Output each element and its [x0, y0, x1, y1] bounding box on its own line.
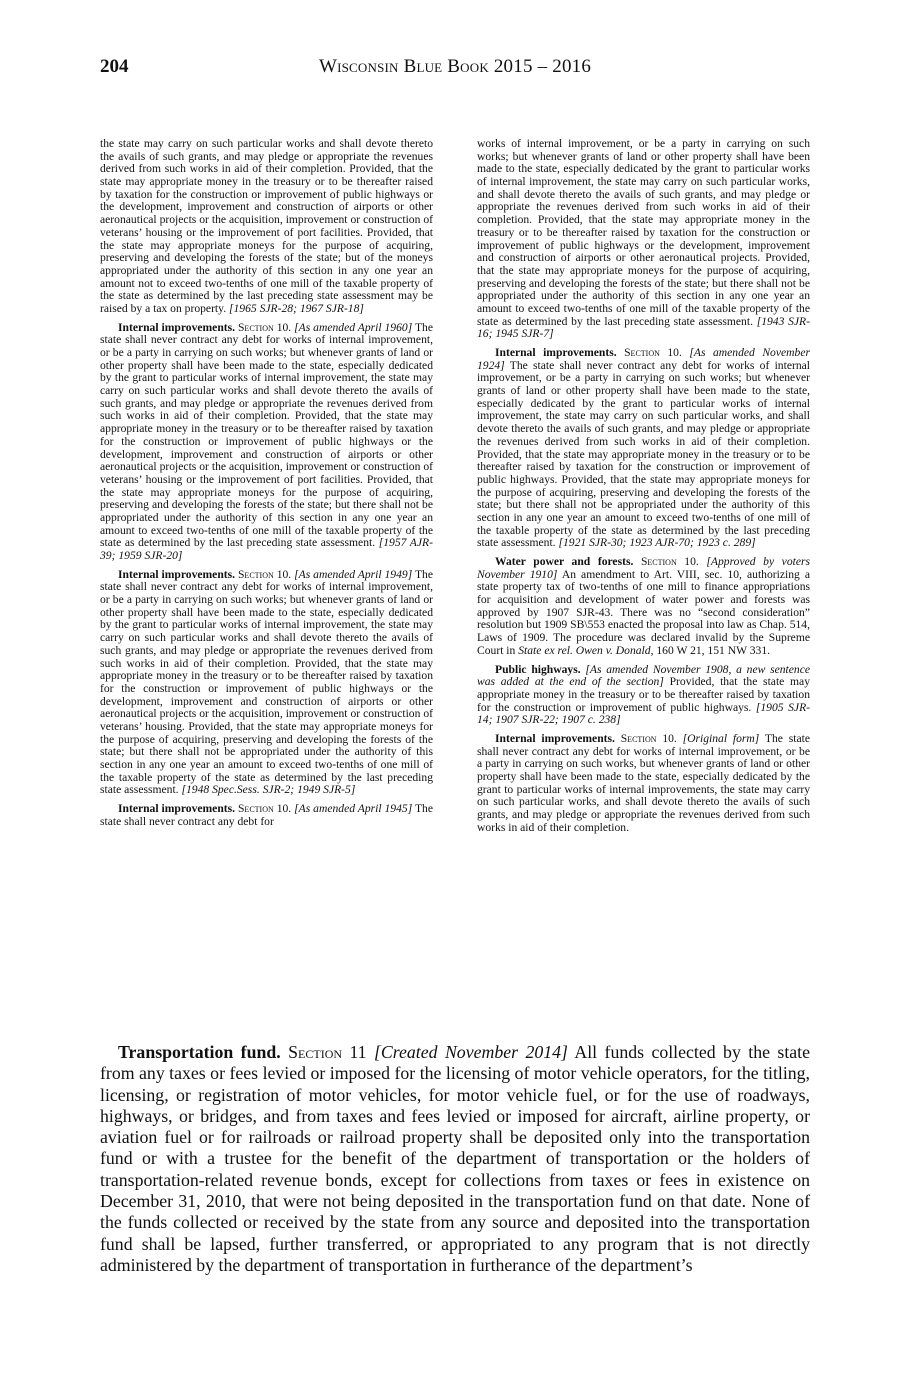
running-title: Wisconsin Blue Book 2015 – 2016 [318, 56, 592, 77]
section-heading: Internal improvements. [118, 320, 236, 334]
continued-paragraph [477, 138, 810, 341]
citation: [1943 SJR-16; 1945 SJR-7] [477, 314, 810, 341]
section-1949 [100, 569, 433, 797]
section-label: Section 10. [624, 346, 682, 359]
amendment-note: [As amended November 1924] [477, 346, 810, 372]
section-1924 [477, 347, 810, 550]
section-label: Section 10. [620, 731, 677, 745]
section-body: The state shall never contract any debt for works of internal improvement, or be a party in carrying on such works; but whenever grants of land or other property shall have been made to the state, especially dedicated by the grant to particular works of internal improvement, the state may carry on such particular works and shall devote thereto the avails of such grants, and may pledge or appropriate the revenues derived from such works in aid of their completion. Provided, that the state may appropriate money in the treasury or to be thereafter raised by taxation for the construction or improvement of public highways or the development, improvement and construction of airports or other aeronautical projects or the acquisition, improvement or construction of veterans’ housing. Provided, that the state may appropriate moneys for the purpose of acquiring, preserving and developing the forests of the state; but there shall not be appropriated under the authority of this section in any one year an amount to exceed two-tenths of one mill of the taxable property of the state as determined by the last preceding state assessment. [100, 567, 433, 797]
section-original-form [477, 733, 810, 835]
section-body: The state shall never contract any debt for [100, 802, 433, 828]
section-body: An amendment to Art. VIII, sec. 10, authorizing a state property tax of two-tenths of one mill to finance appropriations for acquisition and development of water power and forests was approved by 1907 SJR-43. There was no “second consideration” resolution but 1909 SB\553 enacted the proposal into law as Chap. 514, Laws of 1909. The procedure was declared invalid by the Supreme Court in [477, 567, 810, 657]
paragraph-body: the state may carry on such particular works and shall devote thereto the avails of such grants, and may pledge or appropriate the revenues derived from such works in aid of their completion. Provided, that the state may appropriate money in the treasury or to be thereafter raised by taxation for the construction or improvement of public highways or the development, improvement and construction of airports or other aeronautical projects or the acquisition, improvement or construction of veterans’ housing or the improvement of port facilities. Provided, that the state may appropriate moneys for the purpose of acquiring, preserving and developing the forests of the state; but of the moneys appropriated under the authority of this section in any one year an amount not to exceed two-tenths of one mill of the taxable property of the state as determined by the last preceding state assessment may be raised by a tax on property. [100, 137, 433, 315]
section-label: Section 10. [237, 567, 292, 581]
citation: [1905 SJR-14; 1907 SJR-22; 1907 c. 238] [477, 700, 811, 727]
paragraph-body: works of internal improvement, or be a party in carrying on such works; but whenever grants of land or other property shall have been made to the state, especially dedicated by the grant to particular works of internal improvement, the state may carry on such particular works, and shall devote thereto the avails of such grants, and may pledge or appropriate the revenues derived from such works in aid of their completion. Provided, that the state may appropriate money in the treasury or to be thereafter raised by taxation for the construction or improvement of public highways or the development, improvement and construction of airports or other aeronautical projects. Provided, that the state may appropriate moneys for the purpose of acquiring, preserving and developing the forests of the state; but there shall not be appropriated under the authority of this section in any one year an amount to exceed two-tenths of one mill of the taxable property of the state as determined by the last preceding state assessment. [477, 137, 810, 328]
section-heading: Internal improvements. [495, 346, 617, 359]
amendment-note: [As amended November 1908, a new sentence was added at the end of the section] [477, 662, 811, 689]
section-body: All funds collected by the state from any taxes or fees levied or imposed for the licensing of motor vehicle operators, for the titling, licensing, or registration of motor vehicles, for motor vehicle fuel, or for the use of roadways, highways, or bridges, and from taxes and fees levied or imposed for aircraft, airline property, or aviation fuel or for railroads or railroad property shall be deposited only into the transportation fund or with a trustee for the benefit of the department of transportation or the holders of transportation-related revenue bonds, except for collections from taxes or fees in existence on December 31, 2010, that were not being deposited in the transportation fund on that date. None of the funds collected or received by the state from any source and deposited into the transportation fund shall be lapsed, further transferred, or appropriated to any program that is not directly administered by the department of transportation in furtherance of the department’s [100, 1042, 810, 1275]
citation: [1965 SJR-28; 1967 SJR-18] [229, 301, 364, 315]
continued-paragraph [100, 138, 433, 316]
section-heading: Transportation fund. [118, 1042, 281, 1062]
section-body: Provided, that the state may appropriate money in the treasury or to be thereafter raised by taxation for the construction or improvement of public highways. [477, 675, 810, 714]
section-1960 [100, 322, 433, 563]
section-water-power [477, 556, 810, 658]
section-public-highways [477, 664, 810, 727]
transportation-fund-paragraph [100, 1042, 810, 1276]
section-body-end: , 160 W 21, 151 NW 331. [650, 643, 771, 657]
right-column [477, 138, 810, 840]
section-body: The state shall never contract any debt for works of internal improvement, or be a party in carrying on such works; but whenever grants of land or other property shall have been made to the state, especially dedicated by the grant to particular works of internal improvement, the state may carry on such particular works and shall devote thereto the avails of such grants, and may pledge or appropriate the revenues derived from such works in aid of their completion. Provided, that the state may appropriate money in the treasury or to be thereafter raised by taxation for the construction or improvement of public highways or the development, improvement and construction of airports or other aeronautical projects or the acquisition, improvement or construction of veterans’ housing or the improvement of port facilities. Provided, that the state may appropriate moneys for the purpose of acquiring, preserving and developing the forests of the state; but there shall not be appropriated under the authority of this section in any one year an amount to exceed two-tenths of one mill of the taxable property of the state as determined by the last preceding state assessment. [100, 320, 433, 550]
section-body: The state shall never contract any debt for works of internal improvement, or be a party in carrying on such works; but whenever grants of land or other property shall have been made to the state, especially dedicated by the grant to particular works of internal improvement, the state may carry on such particular works, and shall devote thereto the avails of such grants, and may pledge or appropriate the revenues derived from such works in aid of their completion. Provided, that the state may appropriate money in the treasury or to be thereafter raised by taxation for the construction or improvement of public highways. Provided, that the state may appropriate moneys for the purpose of acquiring, preserving and developing the forests of the state; but there shall not be appropriated under the authority of this section in any one year an amount to exceed two-tenths of one mill of the taxable property of the state as determined by the last preceding state assessment. [477, 358, 810, 550]
section-label: Section 11 [288, 1042, 367, 1062]
section-heading: Internal improvements. [495, 731, 615, 745]
amendment-note: [As amended April 1945] [294, 802, 413, 816]
citation: [1948 Spec.Sess. SJR-2; 1949 SJR-5] [181, 783, 356, 797]
amendment-note: [As amended April 1960] [294, 320, 413, 334]
citation: [1921 SJR-30; 1923 AJR-70; 1923 c. 289] [558, 536, 756, 550]
page-number: 204 [100, 56, 129, 77]
section-label: Section 10. [237, 802, 292, 816]
citation: [1957 AJR-39; 1959 SJR-20] [100, 536, 433, 562]
amendment-note: [Original form] [682, 731, 760, 745]
section-heading: Public highways. [495, 662, 581, 676]
amendment-note: [Created November 2014] [373, 1042, 568, 1062]
left-column [100, 138, 433, 834]
section-label: Section 10. [640, 555, 699, 568]
section-heading: Internal improvements. [118, 802, 236, 816]
page-header [100, 56, 810, 82]
section-heading: Internal improvements. [118, 567, 236, 581]
section-1945 [100, 803, 433, 828]
amendment-note: [Approved by voters November 1910] [477, 555, 811, 581]
section-heading: Water power and forests. [495, 555, 634, 568]
section-body: The state shall never contract any debt for works of internal improvement, or be a party in carrying on such works, but whenever grants of land or other property shall have been made to the state, especially dedicated by the grant to particular works of internal improvements, the state may carry on such particular works, and shall devote thereto the avails of such grants, and may pledge or appropriate the revenues derived from such works in aid of their completion. [477, 731, 810, 834]
amendment-note: [As amended April 1949] [294, 567, 413, 581]
case-name: State ex rel. Owen v. Donald [518, 643, 651, 657]
section-label: Section 10. [237, 320, 292, 334]
